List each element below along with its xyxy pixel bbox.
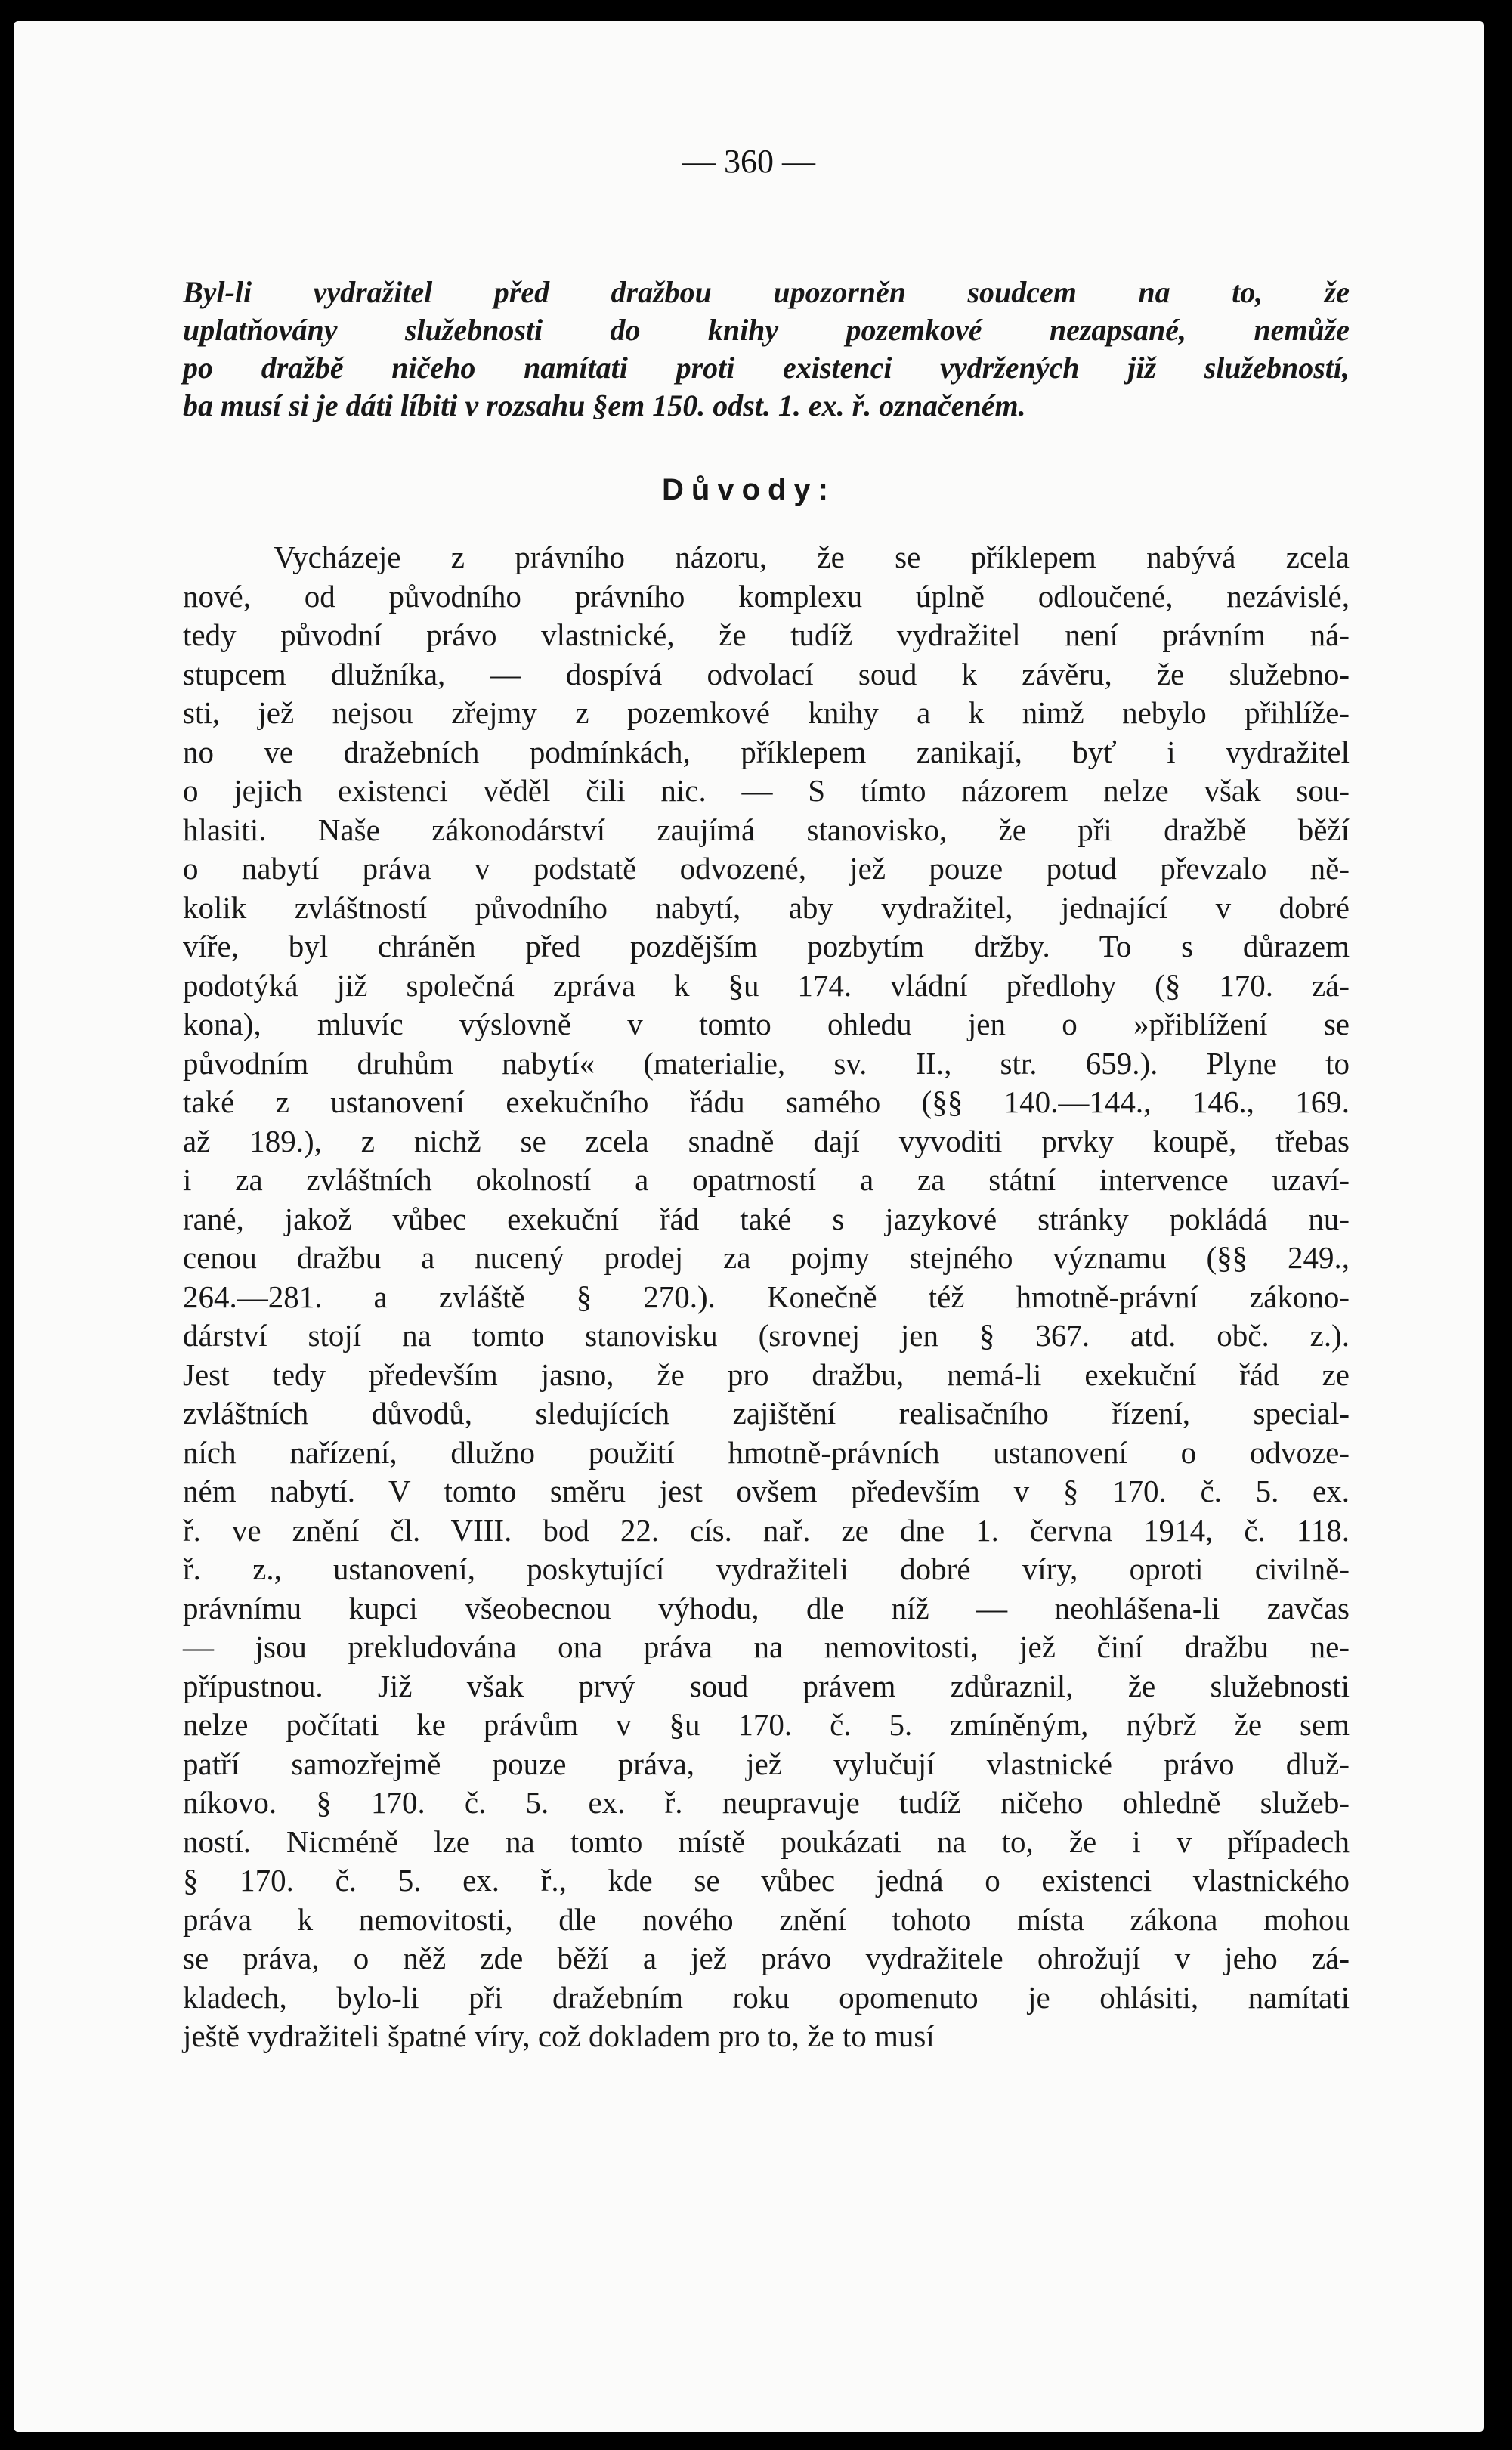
body-line: přípustnou. Již však prvý soud právem zdůraznil, že služebnosti	[183, 1668, 1350, 1703]
headnote-line: ba musí si je dáti líbiti v rozsahu §em 150. odst. 1. ex. ř. označeném.	[183, 388, 1026, 422]
body-line: no ve dražebních podmínkách, příklepem zanikají, byť i vydražitel	[183, 734, 1350, 769]
body-line: § 170. č. 5. ex. ř., kde se vůbec jedná o existenci vlastnického	[183, 1863, 1350, 1898]
headnote-line: po dražbě ničeho namítati proti existenci vydržených již služebností,	[183, 351, 1350, 385]
body-line: Jest tedy především jasno, že pro dražbu, nemá-li exekuční řád ze	[183, 1356, 1350, 1392]
body-line: ností. Nicméně lze na tomto místě poukázati na to, že i v případech	[183, 1824, 1350, 1859]
body-line: o jejich existenci věděl čili nic. — S tímto názorem nelze však sou-	[183, 773, 1350, 808]
body-line: tedy původní právo vlastnické, že tudíž vydražitel není právním ná-	[183, 617, 1350, 652]
body-line: také z ustanovení exekučního řádu samého (§§ 140.—144., 146., 169.	[183, 1084, 1350, 1119]
body-line: ních nařízení, dlužno použití hmotně-právních ustanovení o odvoze-	[183, 1434, 1350, 1470]
body-line: — jsou prekludována ona práva na nemovitosti, jež činí dražbu ne-	[183, 1629, 1350, 1664]
body-line: kladech, bylo-li při dražebním roku opomenuto je ohlásiti, namítati	[183, 1979, 1350, 2015]
body-line: i za zvláštních okolností a opatrností a za státní intervence uzaví-	[183, 1162, 1350, 1197]
body-line: rané, jakož vůbec exekuční řád také s jazykové stránky pokládá nu-	[183, 1201, 1350, 1236]
body-line: cenou dražbu a nucený prodej za pojmy stejného významu (§§ 249.,	[183, 1240, 1350, 1275]
body-line: sti, jež nejsou zřejmy z pozemkové knihy a k nimž nebylo přihlíže-	[183, 695, 1350, 730]
page-number: — 360 —	[682, 143, 815, 180]
body-line: níkovo. § 170. č. 5. ex. ř. neupravuje tudíž ničeho ohledně služeb-	[183, 1785, 1350, 1820]
body-line: kolik zvláštností původního nabytí, aby vydražitel, jednající v dobré	[183, 889, 1350, 925]
body-line: stupcem dlužníka, — dospívá odvolací soud k závěru, že služebno-	[183, 656, 1350, 691]
body-line: ř. ve znění čl. VIII. bod 22. cís. nař. ze dne 1. června 1914, č. 118.	[183, 1512, 1350, 1548]
body-line: nové, od původního právního komplexu úplně odloučené, nezávislé,	[183, 578, 1350, 614]
headnote-line: Byl-li vydražitel před dražbou upozorněn soudcem na to, že	[183, 275, 1350, 309]
body-line: ještě vydražiteli špatné víry, což dokladem pro to, že to musí	[183, 2018, 935, 2053]
body-line: se práva, o něž zde běží a jež právo vydražitele ohrožují v jeho zá-	[183, 1941, 1350, 1975]
body-line: ném nabytí. V tomto směru jest ovšem především v § 170. č. 5. ex.	[183, 1474, 1350, 1508]
body-line: původním druhům nabytí« (materialie, sv. II., str. 659.). Plyne to	[183, 1045, 1350, 1081]
body-line: patří samozřejmě pouze práva, jež vylučují vlastnické právo dluž-	[183, 1746, 1350, 1781]
reasons-heading: Důvody:	[662, 473, 836, 506]
body-line: ř. z., ustanovení, poskytující vydražiteli dobré víry, oproti civilně-	[183, 1551, 1350, 1586]
body-line: hlasiti. Naše zákonodárství zaujímá stanovisko, že při dražbě běží	[183, 812, 1350, 847]
book-page	[14, 21, 1484, 2432]
body-line: dárství stojí na tomto stanovisku (srovnej jen § 367. atd. obč. z.).	[183, 1318, 1350, 1353]
body-line: práva k nemovitosti, dle nového znění tohoto místa zákona mohou	[183, 1901, 1350, 1937]
headnote	[183, 274, 1350, 425]
body-line: 264.—281. a zvláště § 270.). Konečně též hmotně-právní zákono-	[183, 1279, 1350, 1314]
body-line: až 189.), z nichž se zcela snadně dají vyvoditi prvky koupě, třebas	[183, 1123, 1350, 1158]
body-line: víře, byl chráněn před pozdějším pozbytím držby. To s důrazem	[183, 929, 1350, 964]
body-line: právnímu kupci všeobecnou výhodu, dle níž — neohlášena-li zavčas	[183, 1590, 1350, 1626]
body-line: zvláštních důvodů, sledujících zajištění realisačního řízení, special-	[183, 1396, 1350, 1431]
body-line: podotýká již společná zpráva k §u 174. vládní předlohy (§ 170. zá-	[183, 967, 1350, 1003]
body-line: o nabytí práva v podstatě odvozené, jež pouze potud převzalo ně-	[183, 851, 1350, 886]
body-line: Vycházeje z právního názoru, že se příklepem nabývá zcela	[274, 540, 1350, 574]
body-text	[183, 538, 1350, 2056]
body-line: kona), mluvíc výslovně v tomto ohledu jen o »přiblížení se	[183, 1007, 1350, 1041]
body-line: nelze počítati ke právům v §u 170. č. 5. zmíněným, nýbrž že sem	[183, 1707, 1350, 1742]
headnote-line: uplatňovány služebnosti do knihy pozemkové nezapsané, nemůže	[183, 313, 1350, 347]
